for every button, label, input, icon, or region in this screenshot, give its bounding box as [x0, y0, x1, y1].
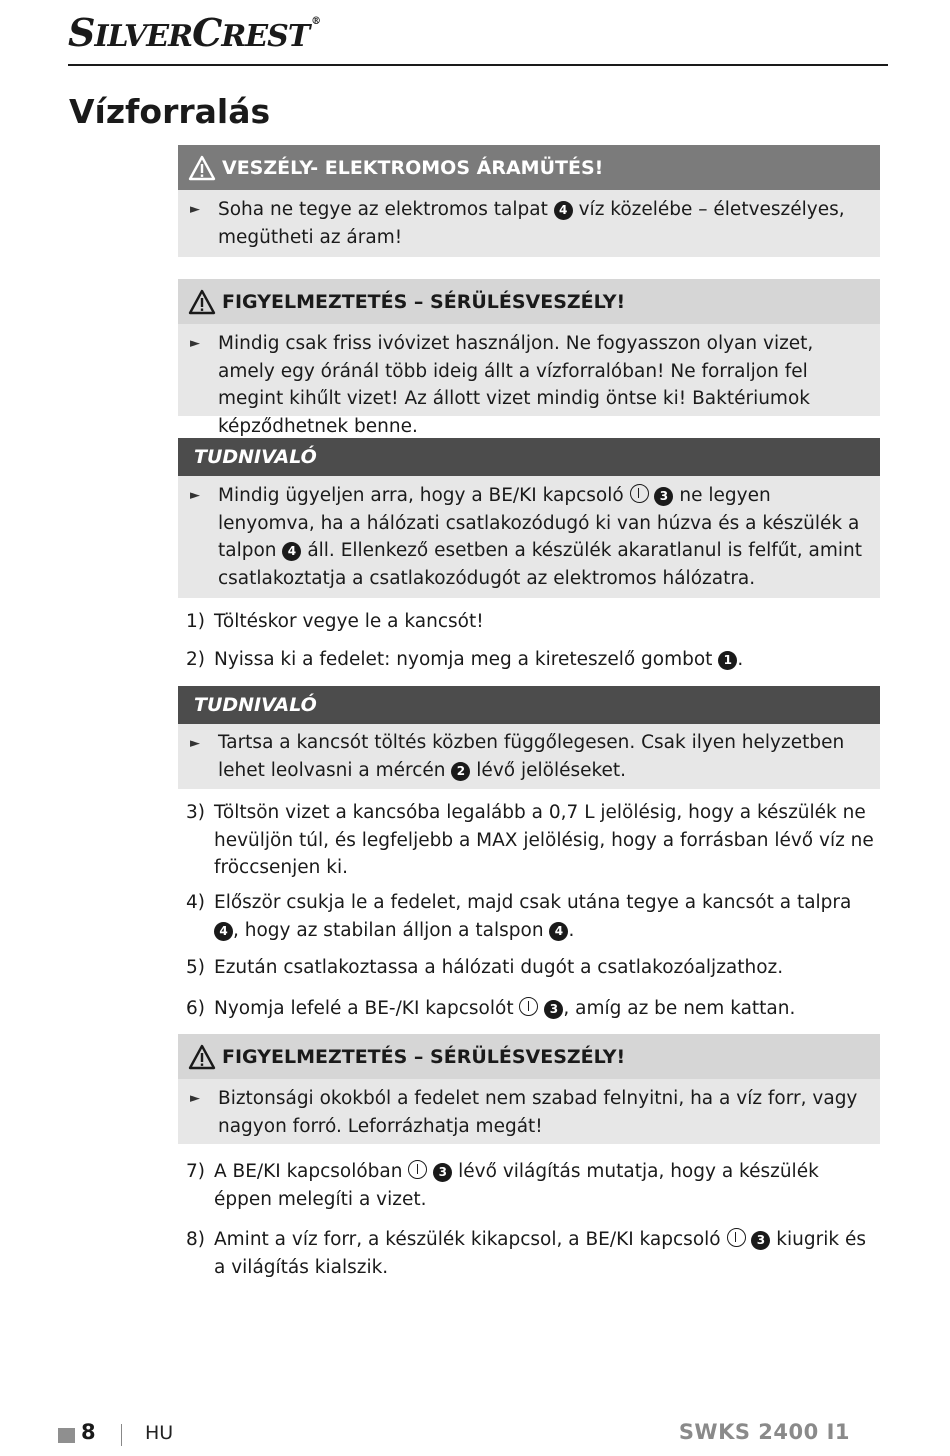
step-1: 1) Töltéskor vegye le a kancsót! [186, 611, 484, 632]
footer-marker [58, 1428, 75, 1443]
ref-number-badge: 4 [214, 922, 233, 941]
warning-triangle-icon [188, 289, 216, 315]
brand-logo: SILVERCREST ® [68, 10, 321, 55]
note-heading: TUDNIVALÓ [178, 686, 880, 724]
bullet-arrow-icon: ► [190, 1091, 200, 1106]
step-6: 6) Nyomja lefelé a BE-/KI kapcsolót 3 , amíg az be nem kattan. [186, 998, 796, 1019]
note-box-level [178, 686, 880, 789]
ref-number-badge: 3 [751, 1231, 770, 1250]
ref-number-badge: 4 [549, 922, 568, 941]
warning-triangle-icon [188, 1044, 216, 1070]
step-7: 7) A BE/KI kapcsolóban 3 lévő világítás mutatja, hogy a készülék éppen melegíti a vizet. [186, 1161, 819, 1210]
warning-box-lid [178, 1034, 880, 1144]
header-divider [68, 64, 888, 66]
note-bullet: ► Tartsa a kancsót töltés közben függőlegesen. Csak ilyen helyzetben lehet leolvasni a mércén 2 lévő jelöléseket. [190, 732, 845, 781]
warning-heading: FIGYELMEZTETÉS – SÉRÜLÉSVESZÉLY! [178, 279, 880, 324]
warning-heading: FIGYELMEZTETÉS – SÉRÜLÉSVESZÉLY! [178, 1034, 880, 1079]
ref-number-badge: 3 [654, 487, 673, 506]
power-switch-icon [408, 1160, 427, 1179]
ref-number-badge: 3 [544, 1000, 563, 1019]
warning-bullet: ► Mindig csak friss ivóvizet használjon. Ne fogyasszon olyan vizet, amely egy óránál több ideig állt a vízforralóban! Ne forraljon fel megint kihűlt vizet! Az állott vizet mindig öntse ki! Baktériumok képződhetnek benne. [178, 324, 880, 448]
power-switch-icon [727, 1228, 746, 1247]
page-number: 8 [81, 1420, 96, 1444]
danger-box [178, 145, 880, 257]
note-bullet: ► Mindig ügyeljen arra, hogy a BE/KI kapcsoló 3 ne legyen lenyomva, ha a hálózati csatlakozódugó ki van húzva és a készülék a talpon 4 áll. Ellenkező esetben a készülék akaratlanul is felfűt, amint csatlakoztatja a csatlakozódugót az elektromos hálózatra. [178, 476, 880, 600]
bullet-arrow-icon: ► [190, 202, 200, 217]
bullet-arrow-icon: ► [190, 488, 200, 503]
danger-heading [178, 145, 880, 190]
warning-box-injury [178, 279, 880, 437]
power-switch-icon [630, 484, 649, 503]
warning-bullet: ► Biztonsági okokból a fedelet nem szabad felnyitni, ha a víz forr, vagy nagyon forró. Leforrázhatja megát! [178, 1079, 880, 1148]
warning-triangle-icon [188, 155, 216, 181]
bullet-arrow-icon: ► [190, 736, 200, 751]
step-8: 8) Amint a víz forr, a készülék kikapcsol, a BE/KI kapcsoló 3 kiugrik és a világítás kialszik. [186, 1229, 866, 1278]
ref-number-badge: 4 [282, 542, 301, 561]
step-3: 3) Töltsön vizet a kancsóba legalább a 0,7 L jelölésig, hogy a készülék ne hevüljön túl, és legfeljebb a MAX jelölésig, hogy a forrásban lévő víz ne fröccsenjen ki. [186, 802, 874, 878]
language-code: HU [145, 1422, 174, 1444]
power-switch-icon [519, 997, 538, 1016]
ref-number-badge: 1 [718, 651, 737, 670]
note-heading: TUDNIVALÓ [178, 438, 880, 476]
step-5: 5) Ezután csatlakoztassa a hálózati dugót a csatlakozóaljzathoz. [186, 957, 784, 978]
danger-bullet: ► Soha ne tegye az elektromos talpat 4 víz közelébe – életveszélyes, megütheti az áram! [178, 190, 880, 259]
note-box-switch [178, 438, 880, 598]
ref-number-badge: 3 [433, 1163, 452, 1182]
step-4: 4) Először csukja le a fedelet, majd csak utána tegye a kancsót a talpra 4 , hogy az stabilan álljon a talspon 4 . [186, 892, 852, 941]
page-title: Vízforralás [69, 92, 271, 131]
ref-number-badge: 2 [451, 762, 470, 781]
model-number: SWKS 2400 I1 [678, 1420, 850, 1444]
ref-number-badge: 4 [554, 201, 573, 220]
step-2: 2) Nyissa ki a fedelet: nyomja meg a kireteszelő gombot 1 . [186, 649, 744, 670]
bullet-arrow-icon: ► [190, 336, 200, 351]
danger-heading-text: VESZÉLY- ELEKTROMOS ÁRAMÜTÉS! [222, 156, 604, 179]
footer-divider [121, 1424, 122, 1446]
